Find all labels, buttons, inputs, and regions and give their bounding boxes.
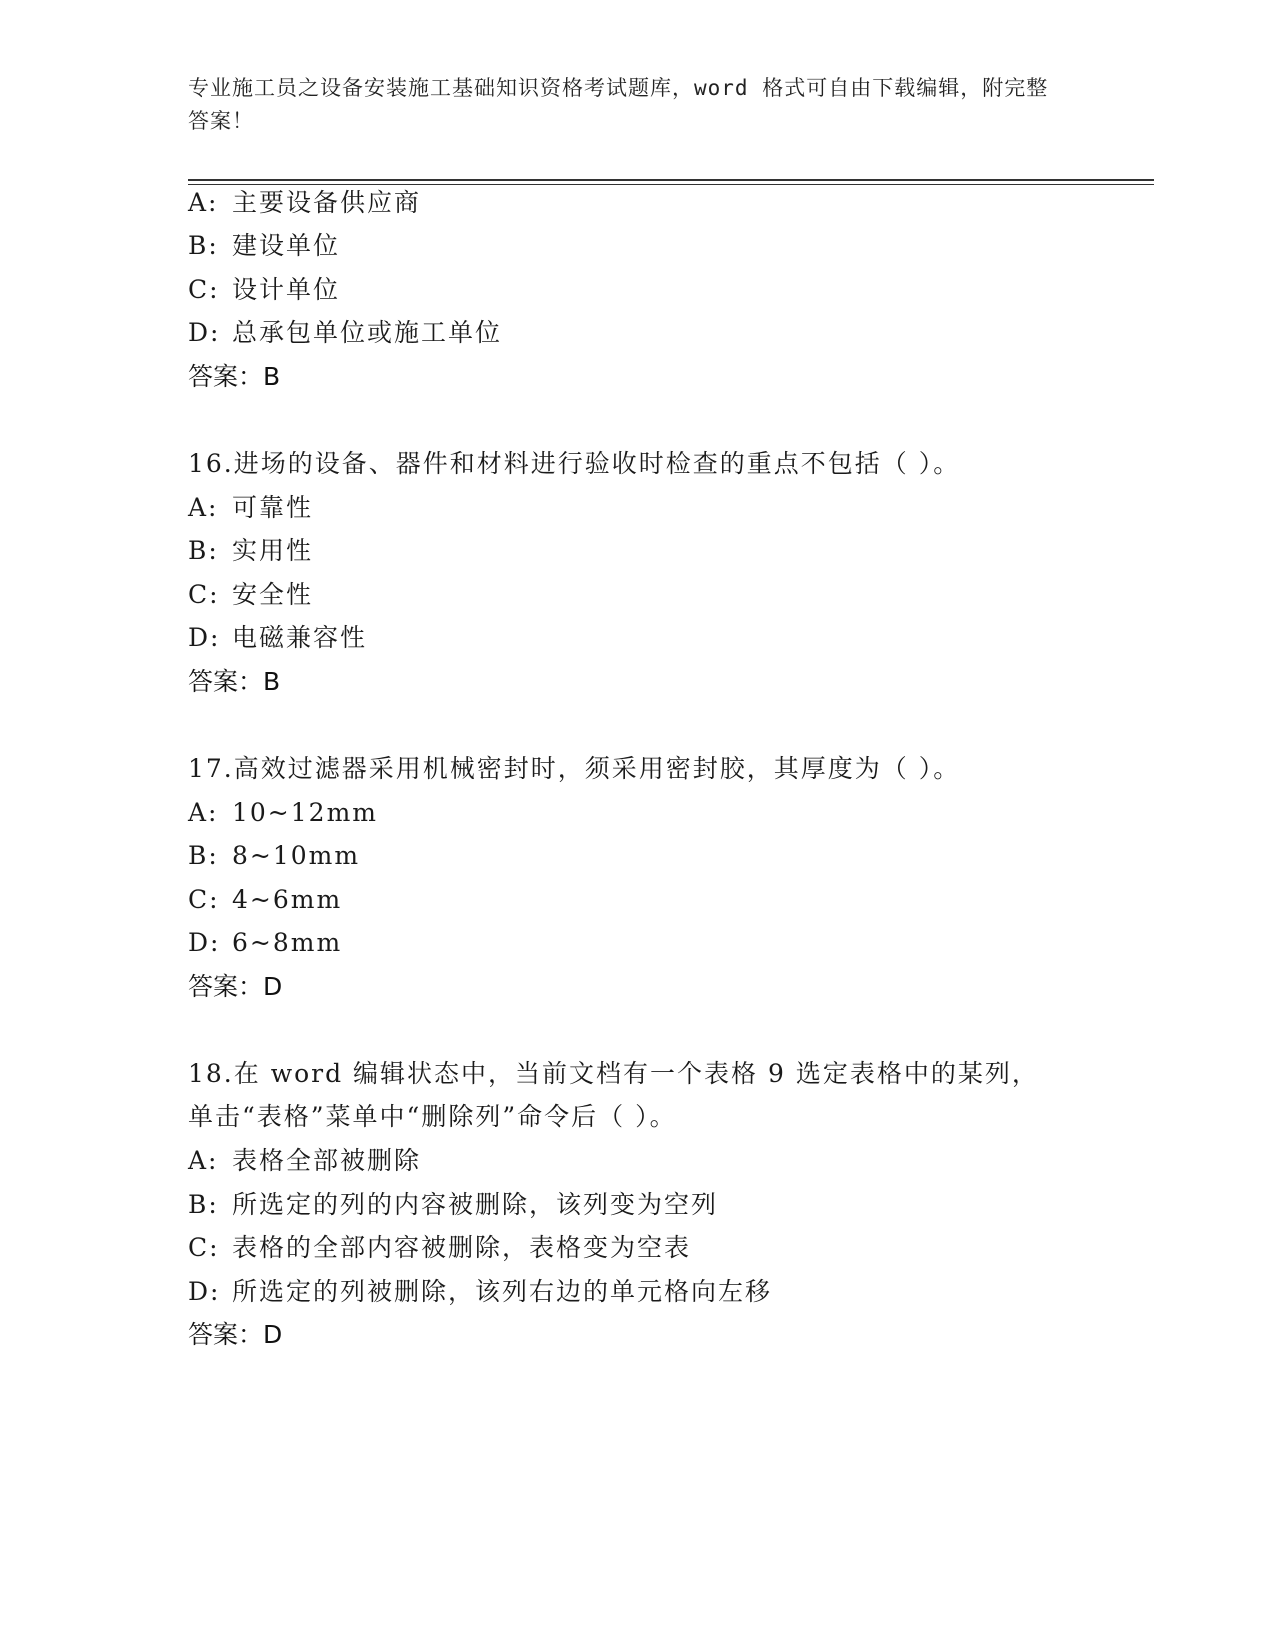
q17-option-c: C: 4~6mm bbox=[188, 885, 343, 914]
q16-answer: 答案：B bbox=[188, 667, 281, 696]
document-header: 专业施工员之设备安装施工基础知识资格考试题库，word 格式可自由下载编辑，附完整答案！ bbox=[188, 76, 1049, 133]
q17-answer: 答案：D bbox=[188, 972, 283, 1001]
q16-option-a: A: 可靠性 bbox=[188, 493, 314, 522]
q15-option-b: B: 建设单位 bbox=[188, 231, 341, 260]
q18-stem-line2: 单击“表格”菜单中“删除列”命令后（ ）。 bbox=[188, 1102, 677, 1131]
q16-option-c: C: 安全性 bbox=[188, 580, 314, 609]
q18-option-c: C: 表格的全部内容被删除，表格变为空表 bbox=[188, 1233, 692, 1262]
q15-option-d: D: 总承包单位或施工单位 bbox=[188, 318, 503, 347]
q16-stem: 16.进场的设备、器件和材料进行验收时检查的重点不包括（ ）。 bbox=[188, 449, 961, 478]
q18-option-d: D: 所选定的列被删除，该列右边的单元格向左移 bbox=[188, 1277, 773, 1306]
header-divider-thin bbox=[188, 184, 1154, 185]
q18-option-b: B: 所选定的列的内容被删除，该列变为空列 bbox=[188, 1190, 719, 1219]
q16-option-b: B: 实用性 bbox=[188, 536, 314, 565]
q16-option-d: D: 电磁兼容性 bbox=[188, 623, 368, 652]
q18-option-a: A: 表格全部被删除 bbox=[188, 1146, 422, 1175]
q17-option-a: A: 10~12mm bbox=[188, 798, 378, 827]
q15-option-a: A: 主要设备供应商 bbox=[188, 188, 422, 217]
q17-stem: 17.高效过滤器采用机械密封时，须采用密封胶，其厚度为（ ）。 bbox=[188, 754, 961, 783]
q17-option-b: B: 8~10mm bbox=[188, 841, 361, 870]
q18-stem-line1: 18.在 word 编辑状态中，当前文档有一个表格 9 选定表格中的某列， bbox=[188, 1059, 1039, 1088]
q15-option-c: C: 设计单位 bbox=[188, 275, 341, 304]
q17-option-d: D: 6~8mm bbox=[188, 928, 343, 957]
q18-answer: 答案：D bbox=[188, 1320, 283, 1349]
header-divider-thick bbox=[188, 179, 1154, 181]
q15-answer: 答案：B bbox=[188, 362, 281, 391]
